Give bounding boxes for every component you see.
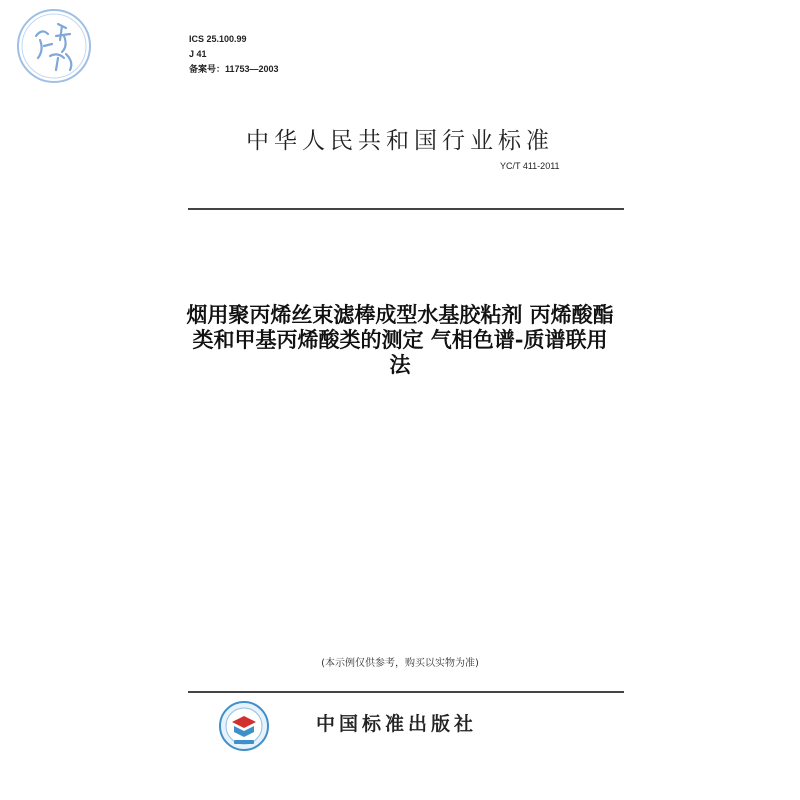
classification-code: J 41 [189, 49, 207, 59]
standard-type-title: 中华人民共和国行业标准 [246, 128, 554, 154]
disclaimer-note: (本示例仅供参考，购买以实物为准) [321, 658, 479, 669]
publisher-seal-icon [218, 700, 270, 752]
standard-code: YC/T 411-2011 [500, 161, 560, 171]
document-title-line: 法 [389, 352, 411, 377]
record-number: 备案号：11753—2003 [189, 64, 279, 74]
top-divider [188, 208, 624, 210]
standard-metadata [189, 32, 279, 77]
calligraphy-watermark-icon [14, 6, 94, 86]
document-title-line: 烟用聚丙烯丝束滤棒成型水基胶粘剂 丙烯酸酯 [186, 302, 614, 327]
document-title [150, 302, 650, 377]
ics-number: ICS 25.100.99 [189, 34, 247, 44]
bottom-divider [188, 691, 624, 693]
publisher-name: 中国标准出版社 [316, 713, 478, 735]
document-title-line: 类和甲基丙烯酸类的测定 气相色谱-质谱联用 [192, 327, 608, 352]
